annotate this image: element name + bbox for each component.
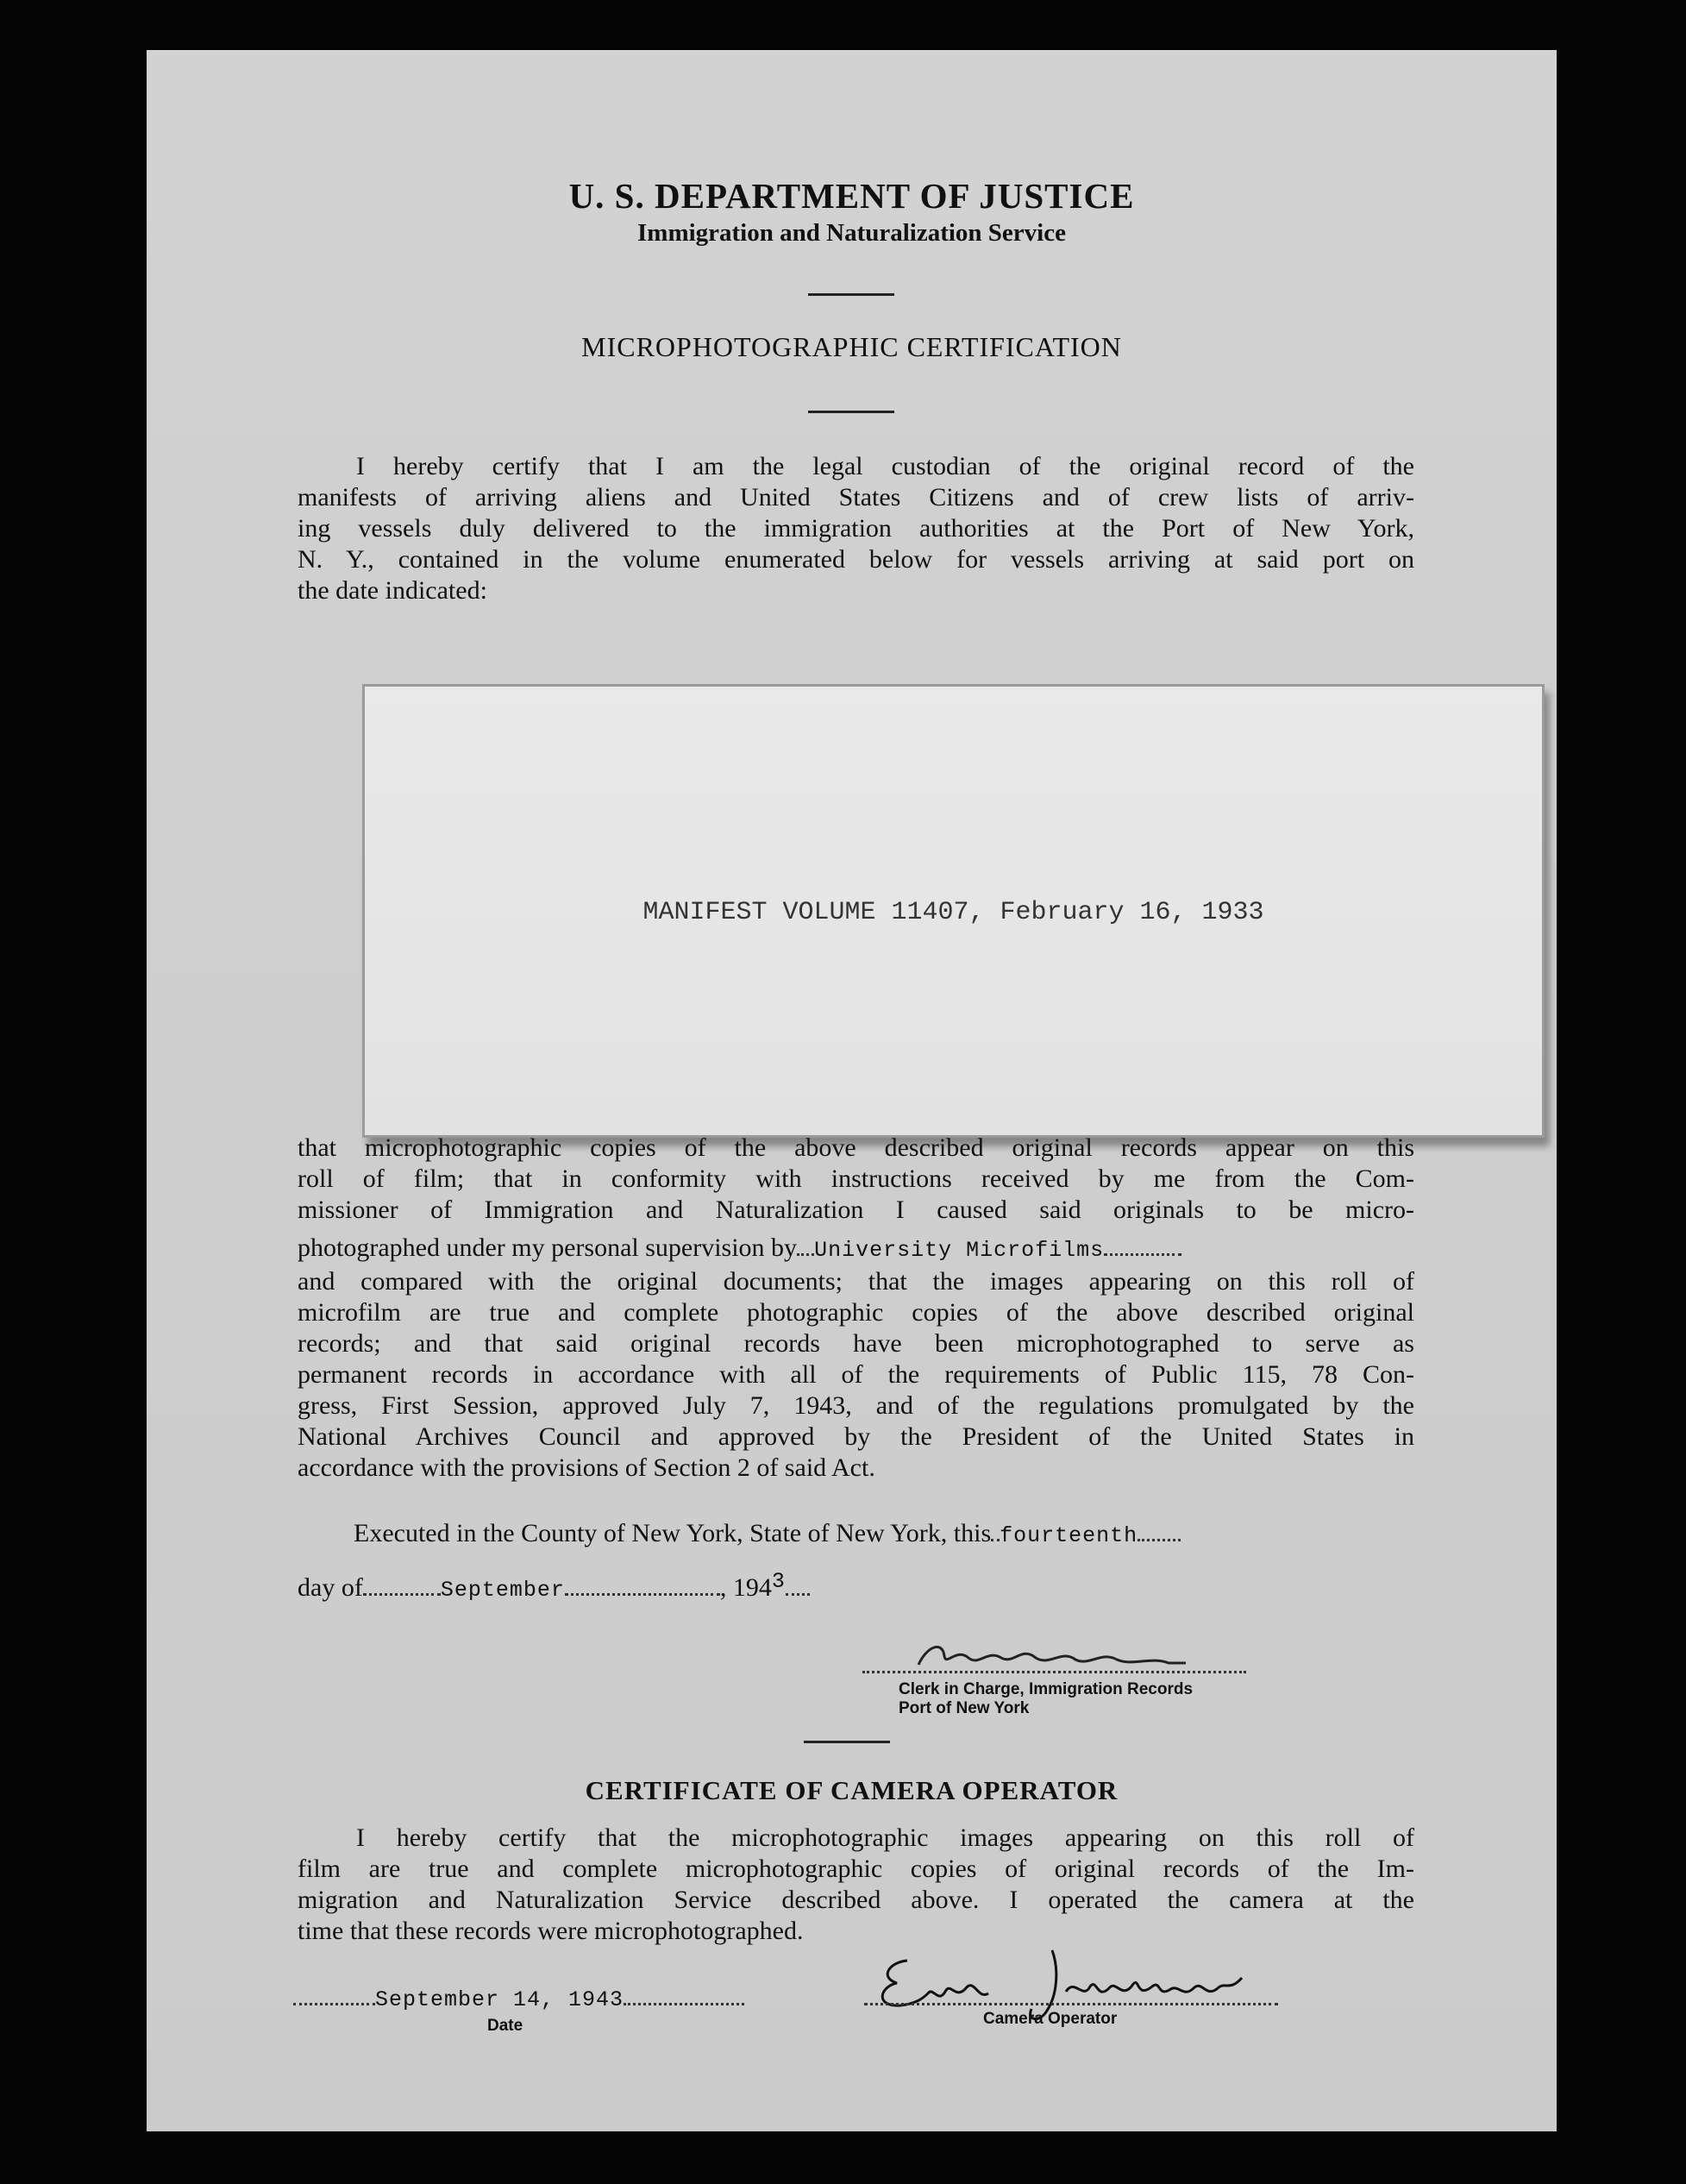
operator-date-value: September 14, 1943 [375, 1987, 624, 2012]
body-line: and compared with the original documents; that the images appearing on this roll of [298, 1267, 1414, 1296]
body-line: records; and that said original records have been microphotographed to serve as [298, 1329, 1414, 1358]
clerk-title-line1: Clerk in Charge, Immigration Records [899, 1680, 1194, 1698]
body-line: gress, First Session, approved July 7, 1943, and of the regulations promulgated by the [298, 1391, 1414, 1420]
dotted-leader [786, 1572, 810, 1596]
operator-line: time that these records were microphotographed. [298, 1917, 804, 1945]
operator-certificate-title: CERTIFICATE OF CAMERA OPERATOR [585, 1775, 1119, 1805]
intro-line: ing vessels duly delivered to the immigration authorities at the Port of New York, [298, 514, 1414, 543]
divider [804, 1741, 890, 1743]
department-heading: U. S. DEPARTMENT OF JUSTICE [568, 176, 1135, 216]
dotted-leader [797, 1233, 814, 1256]
dotted-leader [991, 1518, 1000, 1541]
executed-day: fourteenth [1000, 1523, 1138, 1548]
body-line: roll of film; that in conformity with instructions received by me from the Com- [298, 1164, 1414, 1193]
clerk-signature-line [862, 1650, 1246, 1678]
body-line: microfilm are true and complete photographic copies of the above described original [298, 1298, 1414, 1327]
body-line: missioner of Immigration and Naturalization I caused said originals to be micro- [298, 1196, 1414, 1224]
manifest-volume-text: MANIFEST VOLUME 11407, February 16, 1933 [642, 898, 1264, 927]
intro-line: manifests of arriving aliens and United States Citizens and of crew lists of arriv- [298, 483, 1414, 511]
executed-line [354, 1518, 1414, 1552]
clerk-title [899, 1680, 1330, 1718]
operator-paragraph [298, 1823, 1414, 1947]
executed-date-line [298, 1569, 1074, 1606]
dotted-leader [363, 1572, 441, 1596]
divider [808, 293, 894, 296]
dotted-leader [624, 1982, 744, 2005]
certificate-page [147, 50, 1557, 2131]
date-label: Date [487, 2017, 523, 2035]
body-line: permanent records in accordance with all of the requirements of Public 115, 78 Con- [298, 1360, 1414, 1389]
intro-line: I hereby certify that I am the legal custodian of the original record of the [356, 452, 1414, 480]
intro-paragraph [298, 451, 1414, 606]
operator-signature-line [864, 1982, 1278, 2010]
year-prefix: , 194 [719, 1573, 772, 1602]
dotted-leader [1104, 1233, 1181, 1256]
dotted-leader [862, 1650, 1246, 1673]
executed-month: September [440, 1578, 565, 1603]
supervisor-name: University Microfilms [814, 1238, 1105, 1263]
body-line: National Archives Council and approved by the President of the United States in [298, 1422, 1414, 1451]
year-digit: 3 [771, 1569, 786, 1594]
operator-line: film are true and complete microphotographic copies of original records of the Im- [298, 1855, 1414, 1883]
service-subheading: Immigration and Naturalization Service [637, 219, 1066, 247]
dotted-leader [864, 1982, 1278, 2005]
body-line: photographed under my personal supervision by [298, 1233, 798, 1262]
supervisor-line [298, 1233, 1414, 1266]
dotted-leader [565, 1572, 720, 1596]
dotted-leader [1138, 1518, 1181, 1541]
intro-line: the date indicated: [298, 576, 487, 605]
certification-title: MICROPHOTOGRAPHIC CERTIFICATION [581, 331, 1122, 362]
dotted-leader [293, 1982, 375, 2005]
intro-line: N. Y., contained in the volume enumerated below for vessels arriving at said port on [298, 545, 1414, 574]
body-paragraph [298, 1133, 1414, 1484]
operator-line: I hereby certify that the microphotographic images appearing on this roll of [356, 1823, 1414, 1852]
body-line: accordance with the provisions of Section 2 of said Act. [298, 1453, 875, 1482]
divider [808, 411, 894, 413]
manifest-card [362, 684, 1545, 1138]
operator-line: migration and Naturalization Service described above. I operated the camera at the [298, 1886, 1414, 1914]
executed-text: Executed in the County of New York, State of New York, this [354, 1519, 992, 1547]
day-of-label: day of [298, 1573, 363, 1602]
clerk-title-line2: Port of New York [899, 1699, 1030, 1717]
operator-date-field [293, 1982, 776, 2012]
body-line: that microphotographic copies of the above described original records appear on this [298, 1133, 1414, 1162]
camera-operator-label: Camera Operator [983, 2010, 1118, 2028]
